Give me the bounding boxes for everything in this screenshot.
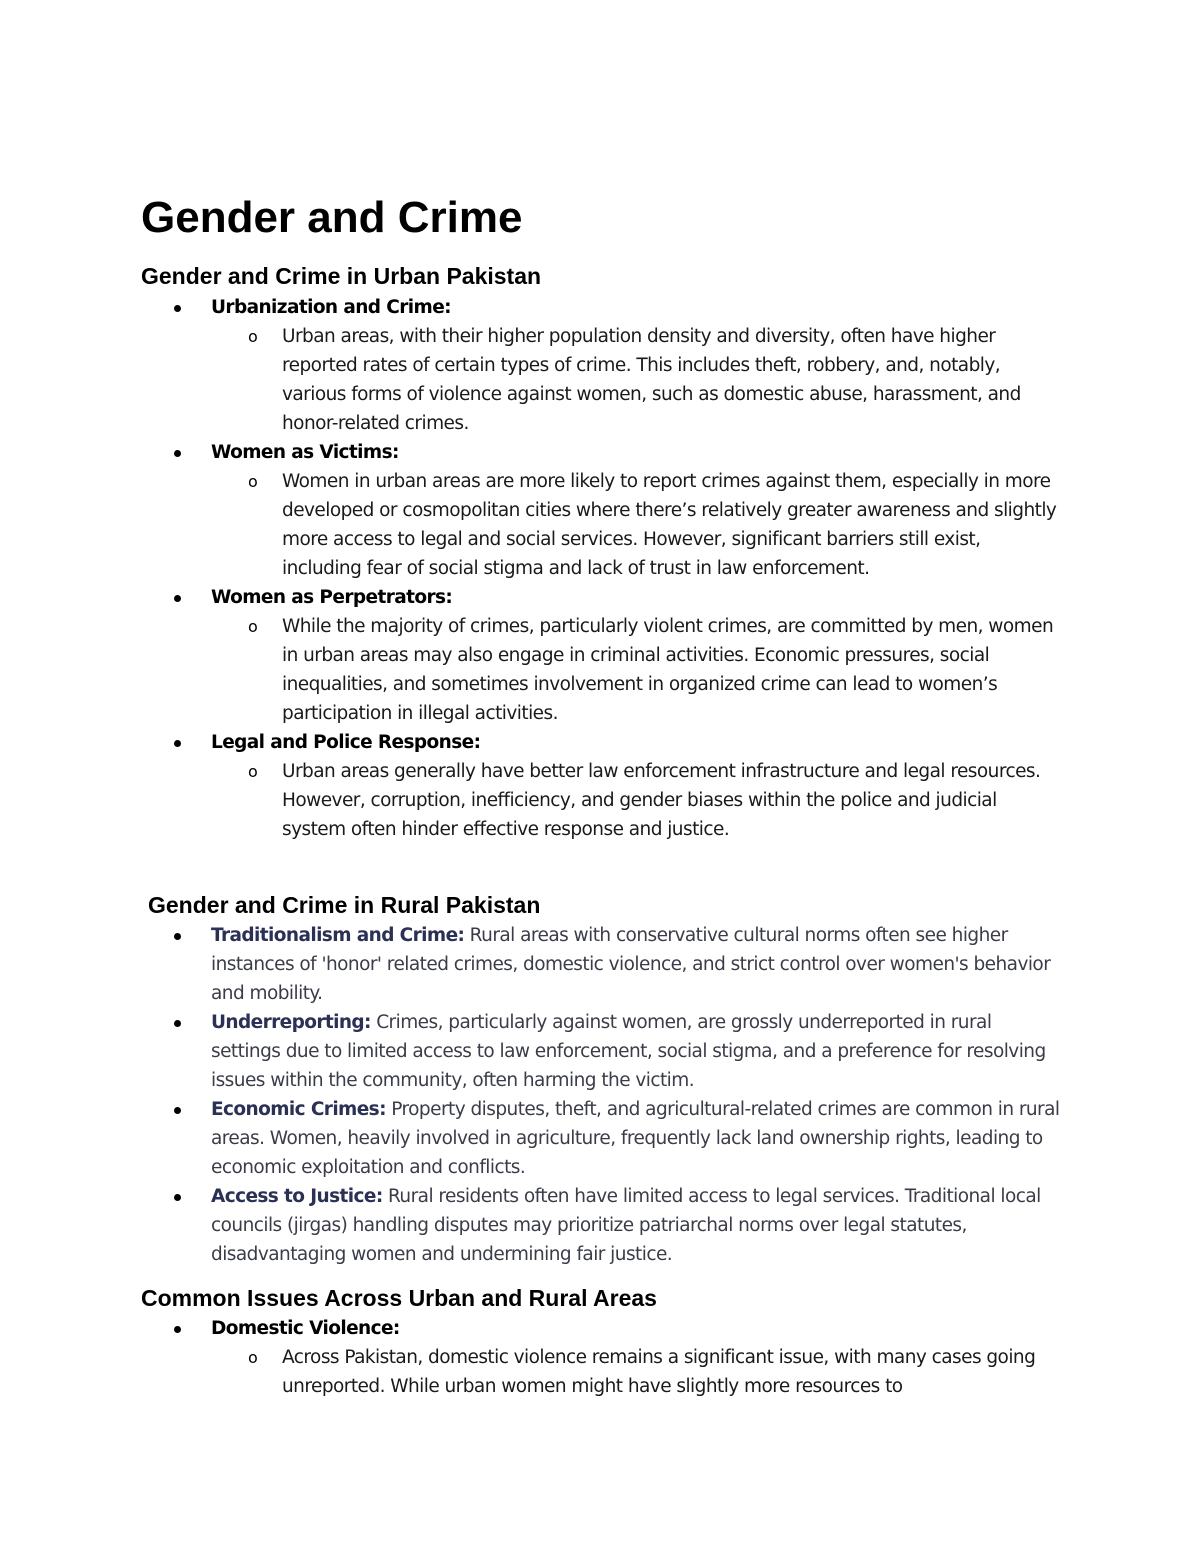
- bullet-icon: [174, 933, 181, 940]
- circle-bullet-icon: o: [248, 327, 258, 346]
- urban-heading: Gender and Crime in Urban Pakistan: [141, 263, 542, 289]
- bullet-icon: [174, 305, 181, 312]
- page-title: Gender and Crime: [141, 193, 523, 242]
- item-text: Rural areas with conservative cultural norms often see higher instances of 'honor' related crimes, domestic violence, and strict control over women's behavior and mobility.: [211, 925, 1051, 1004]
- bullet-label: Access to Justice:: [211, 1186, 383, 1207]
- item-text: Rural residents often have limited access to legal services. Traditional local councils (jirgas) handling disputes may prioritize patriarchal norms over legal statutes, disadvantaging women and undermining fair justice.: [211, 1186, 1041, 1265]
- bullet-label: Underreporting:: [211, 1012, 371, 1033]
- sub-list-item: [0, 322, 1200, 438]
- sub-item-text: Women in urban areas are more likely to report crimes against them, especially in more developed or cosmopolitan cities where there’s relatively greater awareness and slightly more access to legal and social services. However, significant barriers still exist, including fear of social stigma and lack of trust in law enforcement.: [282, 471, 1057, 579]
- bullet-icon: [174, 595, 181, 602]
- bullet-icon: [174, 1194, 181, 1201]
- list-item: [0, 1008, 1200, 1095]
- circle-bullet-icon: o: [248, 1348, 258, 1367]
- list-item: [0, 728, 1200, 844]
- bullet-icon: [174, 1326, 181, 1333]
- bullet-label: Domestic Violence:: [211, 1318, 400, 1339]
- sub-list-item: [0, 467, 1200, 583]
- common-heading: Common Issues Across Urban and Rural Areas: [141, 1285, 657, 1311]
- bullet-icon: [174, 1107, 181, 1114]
- bullet-label: Economic Crimes:: [211, 1099, 386, 1120]
- list-item: [0, 438, 1200, 583]
- rural-heading: Gender and Crime in Rural Pakistan: [148, 892, 541, 918]
- bullet-label: Women as Victims:: [211, 442, 399, 463]
- circle-bullet-icon: o: [248, 617, 258, 636]
- list-item: [0, 293, 1200, 438]
- bullet-icon: [174, 740, 181, 747]
- sub-item-text: While the majority of crimes, particularly violent crimes, are committed by men, women in urban areas may also engage in criminal activities. Economic pressures, social inequalities, and sometimes involvement in organized crime can lead to women’s participation in illegal activities.: [282, 616, 1054, 724]
- bullet-label: Legal and Police Response:: [211, 732, 481, 753]
- common-list: [0, 1314, 1200, 1401]
- list-item: [0, 921, 1200, 1008]
- circle-bullet-icon: o: [248, 472, 258, 491]
- bullet-label: Traditionalism and Crime:: [211, 925, 465, 946]
- list-item: [0, 1182, 1200, 1269]
- bullet-label: Urbanization and Crime:: [211, 297, 451, 318]
- item-text: Crimes, particularly against women, are grossly underreported in rural settings due to limited access to law enforcement, social stigma, and a preference for resolving issues within the community, often harming the victim.: [211, 1012, 1046, 1091]
- sub-item-text: Across Pakistan, domestic violence remains a significant issue, with many cases going unreported. While urban women might have slightly more resources to: [282, 1347, 1036, 1397]
- bullet-icon: [174, 450, 181, 457]
- sub-item-text: Urban areas generally have better law enforcement infrastructure and legal resources. However, corruption, inefficiency, and gender biases within the police and judicial system often hinder effective response and justice.: [282, 761, 1041, 840]
- sub-item-text: Urban areas, with their higher population density and diversity, often have higher reported rates of certain types of crime. This includes theft, robbery, and, notably, various forms of violence against women, such as domestic abuse, harassment, and honor-related crimes.: [282, 326, 1021, 434]
- circle-bullet-icon: o: [248, 762, 258, 781]
- sub-list-item: [0, 1343, 1200, 1401]
- list-item: [0, 1095, 1200, 1182]
- rural-list: [0, 921, 1200, 1269]
- bullet-icon: [174, 1020, 181, 1027]
- urban-list: [0, 293, 1200, 844]
- bullet-label: Women as Perpetrators:: [211, 587, 453, 608]
- list-item: [0, 1314, 1200, 1401]
- item-text: Property disputes, theft, and agricultural-related crimes are common in rural areas. Women, heavily involved in agriculture, frequently lack land ownership rights, leading to economic exploitation and conflicts.: [211, 1099, 1060, 1178]
- list-item: [0, 583, 1200, 728]
- sub-list-item: [0, 612, 1200, 728]
- sub-list-item: [0, 757, 1200, 844]
